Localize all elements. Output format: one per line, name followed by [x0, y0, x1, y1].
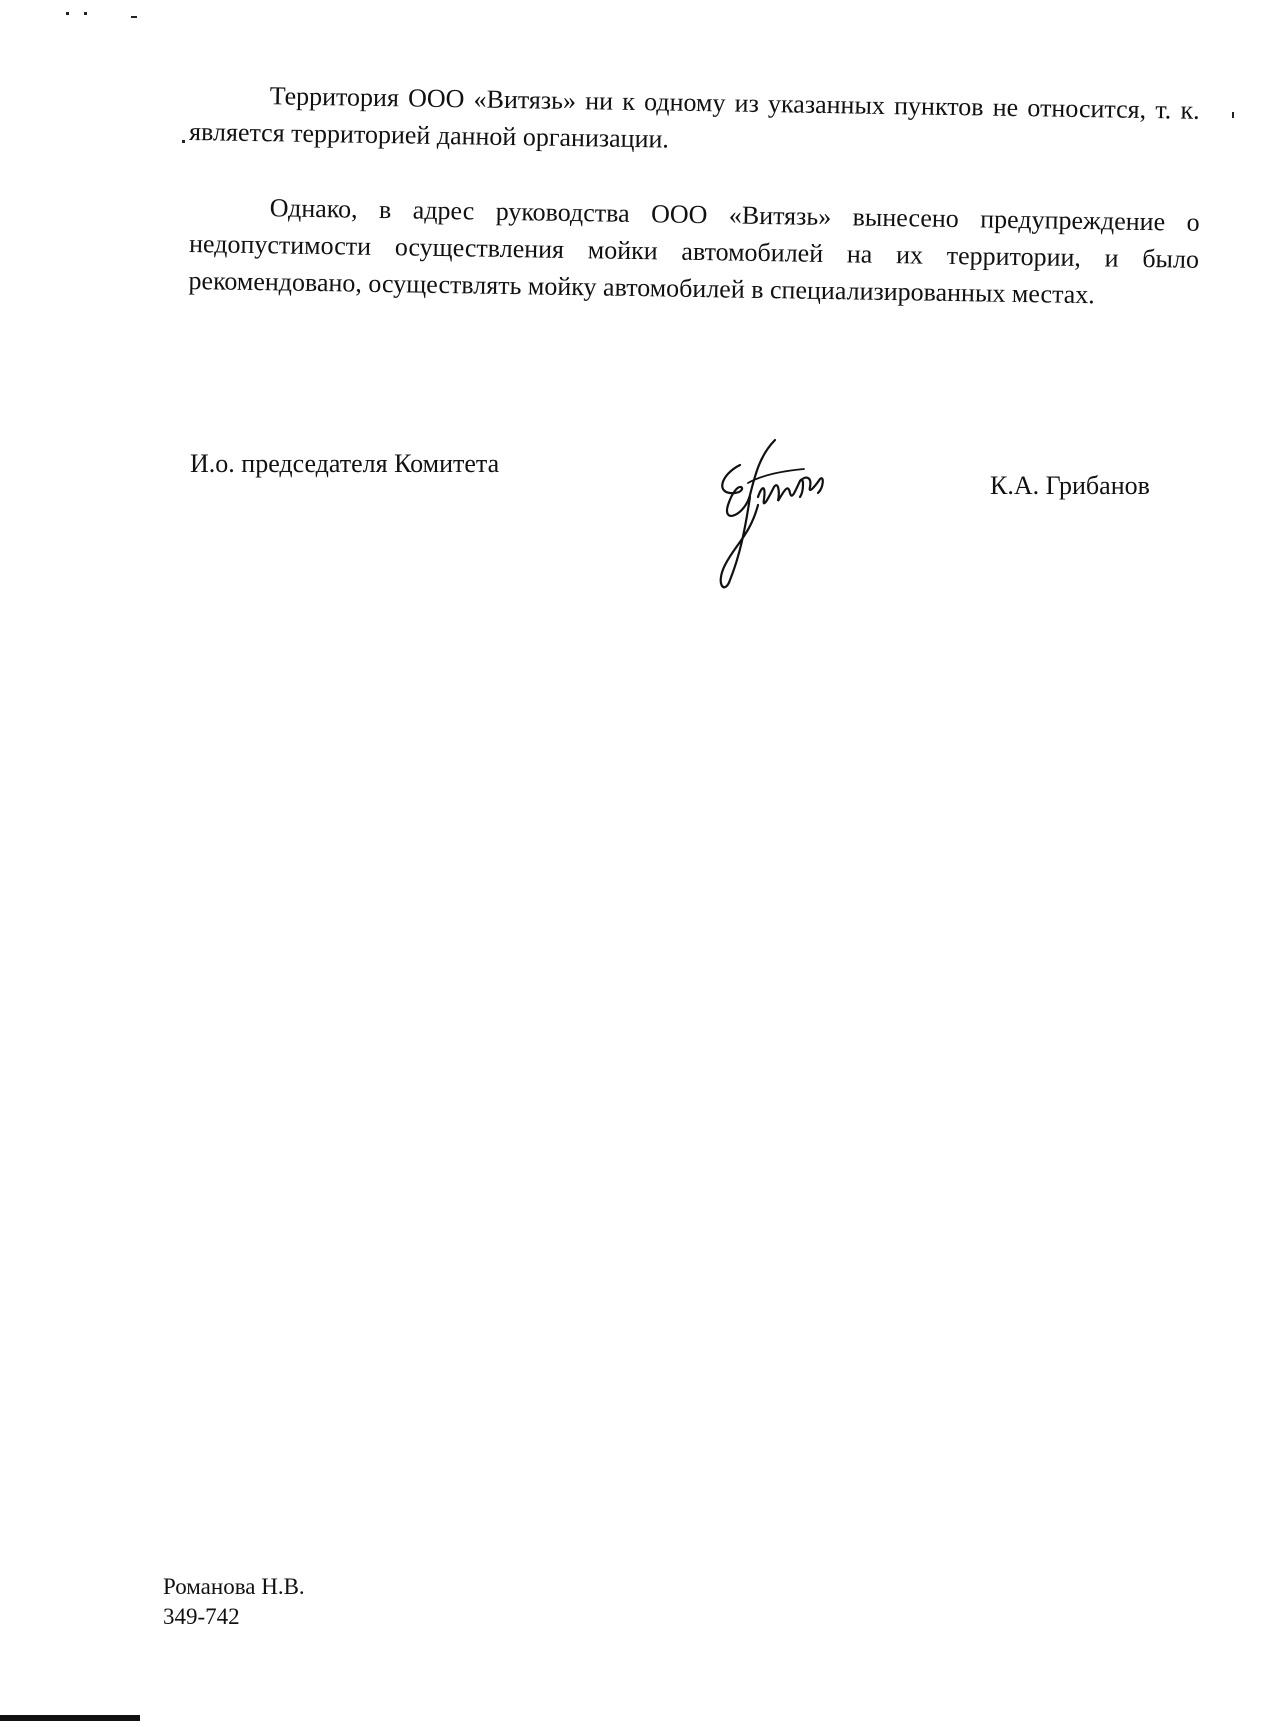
body-paragraph-2: Однако, в адрес руководства ООО «Витязь» вынесено предупреждение о недопустимости осуществления мойки автомобилей на их территории, и было рекомендовано, осуществлять мойку автомобилей в специализированных местах.	[188, 193, 1200, 310]
signatory-name: К.А. Грибанов	[990, 471, 1150, 500]
signatory-position: И.о. председателя Комитета	[190, 449, 500, 478]
body-paragraph-1: Территория ООО «Витязь» ни к одному из указанных пунктов не относится, т. к. является территорией данной организации.	[188, 81, 1200, 154]
scan-speck	[1232, 112, 1234, 118]
scan-speck	[182, 140, 185, 143]
executor-name: Романова Н.В.	[163, 1574, 305, 1599]
executor-block	[163, 1572, 305, 1632]
executor-phone: 349-742	[163, 1604, 240, 1629]
handwritten-signature-icon	[700, 435, 860, 595]
scan-speck	[84, 12, 87, 15]
scan-speck	[66, 12, 69, 15]
scan-speck	[131, 16, 137, 18]
scan-edge-mark	[0, 1715, 140, 1721]
